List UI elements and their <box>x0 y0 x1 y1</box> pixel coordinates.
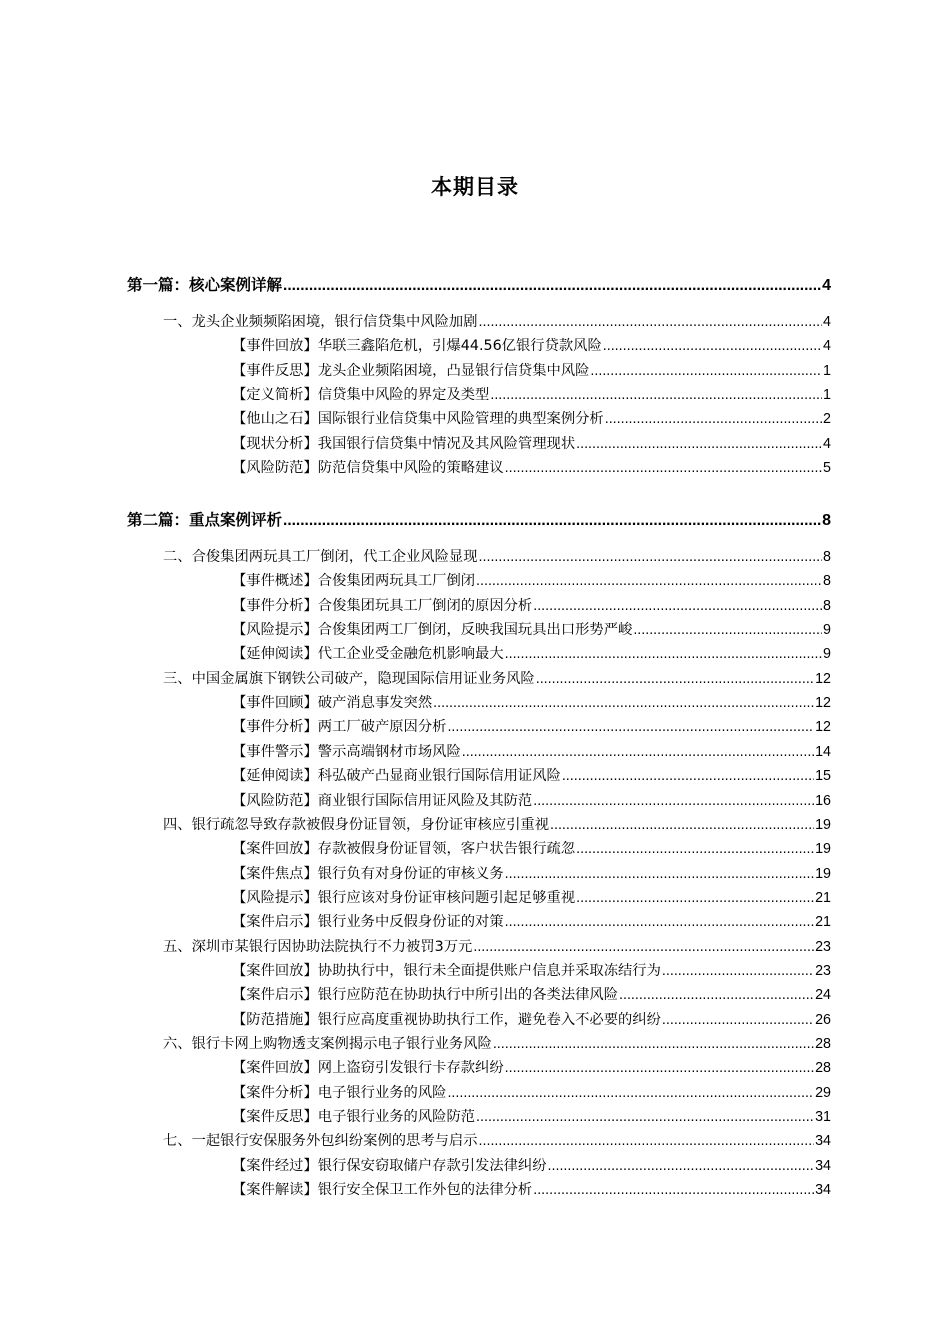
toc-page-number: 2 <box>823 411 831 428</box>
toc-part-heading[interactable] <box>127 509 831 532</box>
toc-entry-title: 【案件焦点】银行负有对身份证的审核义务 <box>232 865 504 882</box>
toc-item[interactable] <box>232 433 831 455</box>
toc-item[interactable] <box>232 1082 831 1104</box>
toc-page-number: 12 <box>815 719 831 736</box>
toc-entry-title: 六、银行卡网上购物透支案例揭示电子银行业务风险 <box>163 1036 492 1052</box>
toc-page-number: 23 <box>815 962 831 979</box>
dot-leader <box>479 546 823 568</box>
toc-page-number: 1 <box>823 387 831 404</box>
dot-leader <box>479 1130 815 1152</box>
toc-item[interactable] <box>232 570 831 592</box>
toc-item[interactable] <box>232 960 831 982</box>
toc-entry-title: 【防范措施】银行应高度重视协助执行工作，避免卷入不必要的纠纷 <box>232 1011 661 1028</box>
toc-item[interactable] <box>232 911 831 933</box>
toc-entry-title: 【延伸阅读】科弘破产凸显商业银行国际信用证风险 <box>232 768 561 785</box>
toc-page-number: 19 <box>815 816 831 833</box>
toc-section[interactable] <box>163 546 831 568</box>
dot-leader <box>476 1106 814 1128</box>
toc-page-number: 4 <box>823 314 831 330</box>
toc-entry-title: 【事件分析】两工厂破产原因分析 <box>232 719 447 736</box>
toc-entry-title: 【案件回放】网上盗窃引发银行卡存款纠纷 <box>232 1060 504 1077</box>
dot-leader <box>662 1009 814 1031</box>
toc-section[interactable] <box>163 1130 831 1152</box>
toc-item[interactable] <box>232 863 831 885</box>
toc-entry-title: 【延伸阅读】代工企业受金融危机影响最大 <box>232 646 504 663</box>
dot-leader <box>533 790 814 812</box>
toc-item[interactable] <box>232 1057 831 1079</box>
page-title: 本期目录 <box>431 175 519 199</box>
toc-page-number: 4 <box>822 277 831 294</box>
toc-entry-title: 【事件概述】合俊集团两玩具工厂倒闭 <box>232 573 476 590</box>
toc-entry-title: 五、深圳市某银行因协助法院执行不力被罚3万元 <box>163 938 473 955</box>
toc-entry-title: 【案件回放】协助执行中，银行未全面提供账户信息并采取冻结行为 <box>232 962 661 979</box>
toc-item[interactable] <box>232 1106 831 1128</box>
toc-page-number: 15 <box>815 768 831 785</box>
dot-leader <box>633 619 822 641</box>
toc-page-number: 1 <box>823 362 831 379</box>
toc-section[interactable] <box>163 1033 831 1055</box>
toc-entry-title: 【事件分析】合俊集团玩具工厂倒闭的原因分析 <box>232 597 533 614</box>
toc-entry-title: 【事件警示】警示高端钢材市场风险 <box>232 743 461 760</box>
dot-leader <box>283 275 821 297</box>
toc-item[interactable] <box>232 716 831 738</box>
toc-page-number: 12 <box>815 670 831 687</box>
toc-section[interactable] <box>163 668 831 690</box>
toc-entry-title: 【案件启示】银行应防范在协助执行中所引出的各类法律风险 <box>232 987 619 1004</box>
toc-item[interactable] <box>232 887 831 909</box>
dot-leader <box>576 433 822 455</box>
dot-leader <box>536 668 814 690</box>
dot-leader <box>505 863 814 885</box>
toc-page-number: 9 <box>823 622 831 639</box>
toc-page-number: 19 <box>815 865 831 882</box>
toc-item[interactable] <box>232 643 831 665</box>
toc-entry-title: 三、中国金属旗下钢铁公司破产，隐现国际信用证业务风险 <box>163 670 535 687</box>
dot-leader <box>505 911 814 933</box>
dot-leader <box>490 384 822 406</box>
toc-page-number: 8 <box>823 597 831 614</box>
toc-page-number: 8 <box>823 549 831 565</box>
toc-item[interactable] <box>232 1179 831 1201</box>
toc-page-number: 21 <box>815 889 831 906</box>
toc-entry-title: 【案件回放】存款被假身份证冒领，客户状告银行疏忽 <box>232 841 576 858</box>
toc-item[interactable] <box>232 838 831 860</box>
toc-section[interactable] <box>163 936 831 958</box>
toc-item[interactable] <box>232 1009 831 1031</box>
toc-page-number: 12 <box>815 695 831 712</box>
toc-page-number: 28 <box>815 1036 831 1052</box>
toc-entry-title: 【现状分析】我国银行信贷集中情况及其风险管理现状 <box>232 435 576 452</box>
toc-entry-title: 【案件解读】银行安全保卫工作外包的法律分析 <box>232 1182 533 1199</box>
toc-item[interactable] <box>232 790 831 812</box>
toc-page-number: 29 <box>815 1084 831 1101</box>
dot-leader <box>505 643 822 665</box>
toc-item[interactable] <box>232 384 831 406</box>
toc-entry-title: 【案件经过】银行保安窃取储户存款引发法律纠纷 <box>232 1157 547 1174</box>
toc-page-number: 9 <box>823 646 831 663</box>
toc-entry-title: 【风险提示】合俊集团两工厂倒闭，反映我国玩具出口形势严峻 <box>232 622 633 639</box>
toc-entry-title: 【事件回放】华联三鑫陷危机，引爆44.56亿银行贷款风险 <box>232 338 602 355</box>
toc-page-number: 21 <box>815 914 831 931</box>
toc-page-number: 34 <box>815 1133 831 1150</box>
dot-leader <box>447 1082 814 1104</box>
toc-item[interactable] <box>232 408 831 430</box>
toc-page-number: 34 <box>815 1182 831 1199</box>
dot-leader <box>476 570 822 592</box>
toc-page-number: 4 <box>823 435 831 452</box>
toc-item[interactable] <box>232 1155 831 1177</box>
toc-entry-title: 【案件反思】电子银行业务的风险防范 <box>232 1109 476 1126</box>
toc-part-heading[interactable] <box>127 274 831 297</box>
toc-item[interactable] <box>232 741 831 763</box>
dot-leader <box>590 360 822 382</box>
toc-item[interactable] <box>232 984 831 1006</box>
dot-leader <box>505 1057 814 1079</box>
dot-leader <box>576 887 814 909</box>
dot-leader <box>533 595 822 617</box>
toc-entry-title: 【案件启示】银行业务中反假身份证的对策 <box>232 914 504 931</box>
toc-page-number: 19 <box>815 841 831 858</box>
toc-page-number: 16 <box>815 792 831 809</box>
toc-entry-title: 【风险提示】银行应该对身份证审核问题引起足够重视 <box>232 889 576 906</box>
toc-page-number: 23 <box>815 938 831 955</box>
toc-entry-title: 【风险防范】商业银行国际信用证风险及其防范 <box>232 792 533 809</box>
toc-entry-title: 【案件分析】电子银行业务的风险 <box>232 1084 447 1101</box>
dot-leader <box>550 814 814 836</box>
toc-page-number: 5 <box>823 460 831 477</box>
toc-entry-title: 【风险防范】防范信贷集中风险的策略建议 <box>232 460 504 477</box>
toc-entry-title: 七、一起银行安保服务外包纠纷案例的思考与启示 <box>163 1133 478 1150</box>
dot-leader <box>447 716 814 738</box>
toc-page-number: 8 <box>823 573 831 590</box>
dot-leader <box>433 692 814 714</box>
toc-page-number: 14 <box>815 743 831 760</box>
toc-item[interactable] <box>232 619 831 641</box>
toc-page-number: 34 <box>815 1157 831 1174</box>
dot-leader <box>493 1033 814 1055</box>
toc-page-number: 24 <box>815 987 831 1004</box>
toc-entry-title: 第一篇：核心案例详解 <box>127 276 283 294</box>
toc-item[interactable] <box>232 765 831 787</box>
dot-leader <box>605 408 822 430</box>
toc-page-number: 4 <box>823 338 831 355</box>
toc-entry-title: 四、银行疏忽导致存款被假身份证冒领，身份证审核应引重视 <box>163 816 550 833</box>
dot-leader <box>619 984 814 1006</box>
toc-page-number: 26 <box>815 1011 831 1028</box>
toc-entry-title: 一、龙头企业频频陷困境，银行信贷集中风险加剧 <box>163 314 478 330</box>
dot-leader <box>562 765 814 787</box>
toc-page-number: 28 <box>815 1060 831 1077</box>
dot-leader <box>603 335 822 357</box>
toc-item[interactable] <box>232 335 831 357</box>
toc-entry-title: 【他山之石】国际银行业信贷集中风险管理的典型案例分析 <box>232 411 604 428</box>
toc-section[interactable] <box>163 814 831 836</box>
dot-leader <box>479 311 823 333</box>
dot-leader <box>533 1179 814 1201</box>
toc-section[interactable] <box>163 311 831 333</box>
toc-item[interactable] <box>232 692 831 714</box>
toc-page-number: 31 <box>815 1109 831 1126</box>
dot-leader <box>462 741 814 763</box>
dot-leader <box>576 838 814 860</box>
toc-entry-title: 【定义简析】信贷集中风险的界定及类型 <box>232 387 490 404</box>
dot-leader <box>473 936 814 958</box>
toc-item[interactable] <box>232 457 831 479</box>
toc-page-number: 8 <box>822 512 831 529</box>
toc-entry-title: 【事件反思】龙头企业频陷困境，凸显银行信贷集中风险 <box>232 362 590 379</box>
toc-entry-title: 【事件回顾】破产消息事发突然 <box>232 695 433 712</box>
dot-leader <box>548 1155 815 1177</box>
dot-leader <box>662 960 814 982</box>
toc-item[interactable] <box>232 595 831 617</box>
toc-entry-title: 第二篇：重点案例评析 <box>127 511 283 529</box>
dot-leader <box>283 510 821 532</box>
toc-entry-title: 二、合俊集团两玩具工厂倒闭，代工企业风险显现 <box>163 549 478 565</box>
toc-item[interactable] <box>232 360 831 382</box>
dot-leader <box>505 457 822 479</box>
